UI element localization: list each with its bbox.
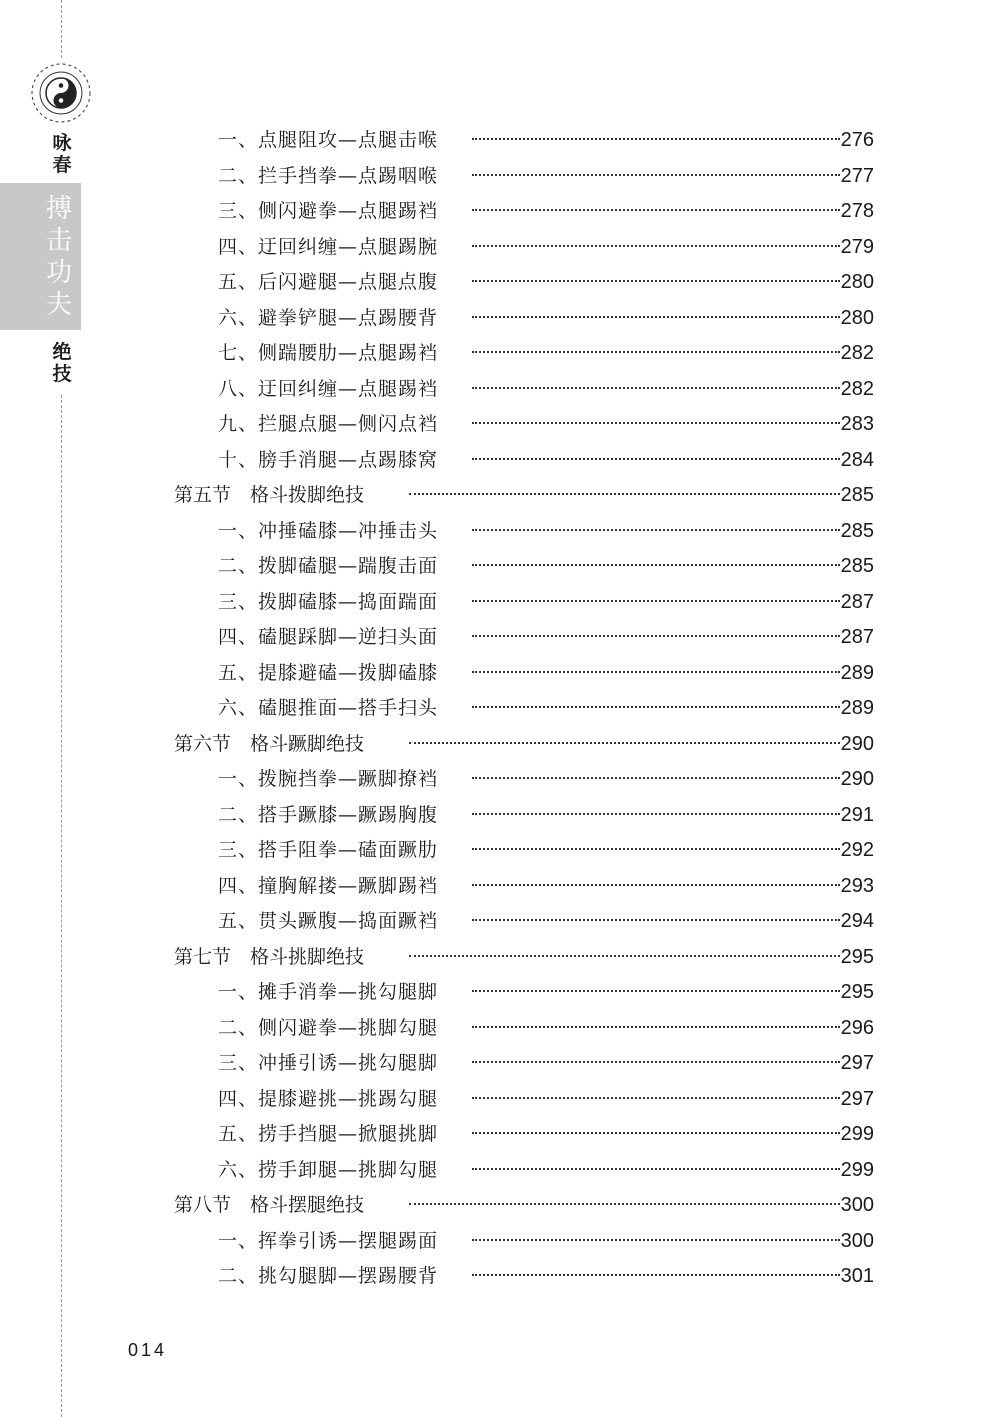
toc-leader-dots: [472, 209, 840, 211]
toc-item-row: [0, 1048, 1004, 1078]
toc-leader-dots: [472, 351, 840, 353]
toc-item-row: [0, 587, 1004, 617]
toc-leader-dots: [472, 138, 840, 140]
toc-item-row: [0, 551, 1004, 581]
page-number: 014: [128, 1340, 168, 1360]
toc-entry-title: 二、拨脚磕腿—踹腹击面: [218, 555, 439, 577]
toc-page-number: 280: [840, 306, 874, 329]
toc-entry-title: 三、拨脚磕膝—捣面踹面: [218, 590, 439, 613]
toc-leader-dots: [409, 1203, 840, 1205]
toc-page-number: 282: [840, 377, 874, 400]
toc-page-number: 285: [840, 555, 874, 577]
toc-page-number: 289: [840, 697, 874, 719]
toc-entry-title: 三、侧闪避拳—点腿踢裆: [218, 200, 439, 222]
toc-item-row: [0, 196, 1004, 226]
toc-leader-dots: [472, 458, 840, 460]
toc-item-row: [0, 303, 1004, 333]
toc-page-number: 291: [840, 803, 874, 826]
toc-item-row: [0, 161, 1004, 191]
toc-page-number: 280: [840, 271, 874, 293]
toc-page-number: 282: [840, 342, 874, 364]
toc-page-number: 294: [840, 910, 874, 932]
toc-section-row: [0, 942, 1004, 972]
toc-leader-dots: [472, 529, 840, 531]
toc-item-row: [0, 516, 1004, 546]
toc-item-row: [0, 1013, 1004, 1043]
toc-leader-dots: [472, 1026, 840, 1028]
toc-page-number: 299: [840, 1123, 874, 1145]
toc-entry-title: 六、磕腿推面—搭手扫头: [218, 697, 439, 719]
toc-page-number: 287: [840, 626, 874, 648]
series-title: 咏 春: [52, 132, 72, 176]
toc-leader-dots: [472, 1239, 840, 1241]
toc-item-row: [0, 906, 1004, 936]
toc-leader-dots: [472, 387, 840, 389]
toc-leader-dots: [472, 1168, 840, 1170]
toc-page-number: 287: [840, 590, 874, 613]
toc-leader-dots: [409, 955, 840, 957]
toc-page-number: 297: [840, 1052, 874, 1074]
toc-leader-dots: [472, 813, 840, 815]
taiji-logo-icon: [30, 62, 92, 124]
toc-leader-dots: [409, 493, 840, 495]
toc-page-number: 300: [840, 1194, 874, 1216]
toc-item-row: [0, 1261, 1004, 1291]
toc-leader-dots: [472, 1061, 840, 1063]
toc-page-number: 289: [840, 661, 874, 684]
toc-entry-title: 四、提膝避挑—挑踢勾腿: [218, 1087, 439, 1110]
toc-entry-title: 二、搭手蹶膝—蹶踢胸腹: [218, 803, 439, 826]
toc-item-row: [0, 800, 1004, 830]
toc-item-row: [0, 835, 1004, 865]
toc-item-row: [0, 1226, 1004, 1256]
toc-leader-dots: [409, 742, 840, 744]
toc-leader-dots: [472, 635, 840, 637]
toc-leader-dots: [472, 848, 840, 850]
toc-leader-dots: [472, 422, 840, 424]
toc-leader-dots: [472, 564, 840, 566]
book-subtitle: 绝 技: [52, 341, 72, 385]
toc-entry-title: 四、撞胸解搂—蹶脚踢裆: [218, 874, 439, 897]
toc-item-row: [0, 764, 1004, 794]
toc-leader-dots: [472, 706, 840, 708]
toc-page-number: 277: [840, 164, 874, 187]
toc-page-number: 295: [840, 981, 874, 1003]
toc-item-row: [0, 374, 1004, 404]
toc-page-number: 293: [840, 874, 874, 897]
toc-page-number: 292: [840, 839, 874, 861]
toc-leader-dots: [472, 1097, 840, 1099]
toc-entry-title: 第五节 格斗拨脚绝技: [174, 484, 365, 506]
toc-item-row: [0, 338, 1004, 368]
toc-entry-title: 一、点腿阻攻—点腿击喉: [218, 129, 439, 151]
toc-page-number: 284: [840, 448, 874, 471]
toc-page-number: 295: [840, 945, 874, 968]
toc-entry-title: 五、提膝避磕—拨脚磕膝: [218, 661, 439, 684]
toc-item-row: [0, 977, 1004, 1007]
toc-item-row: [0, 445, 1004, 475]
spine-dashed-line-top: [61, 0, 62, 58]
toc-entry-title: 六、避拳铲腿—点踢腰背: [218, 306, 439, 329]
toc-leader-dots: [472, 174, 840, 176]
toc-page-number: 283: [840, 413, 874, 435]
book-title: 搏 击 功 夫: [45, 194, 72, 320]
toc-page-number: 301: [840, 1265, 874, 1287]
toc-item-row: [0, 267, 1004, 297]
toc-item-row: [0, 693, 1004, 723]
toc-entry-title: 二、侧闪避拳—挑脚勾腿: [218, 1016, 439, 1039]
toc-entry-title: 十、膀手消腿—点踢膝窝: [218, 448, 439, 471]
toc-item-row: [0, 1084, 1004, 1114]
toc-entry-title: 第六节 格斗蹶脚绝技: [174, 732, 365, 755]
toc-entry-title: 四、迂回纠缠—点腿踢腕: [218, 235, 439, 258]
toc-leader-dots: [472, 777, 840, 779]
toc-page-number: 300: [840, 1229, 874, 1252]
toc-entry-title: 一、摊手消拳—挑勾腿脚: [218, 981, 439, 1003]
toc-item-row: [0, 232, 1004, 262]
toc-page-number: 296: [840, 1016, 874, 1039]
toc-entry-title: 八、迂回纠缠—点腿踢裆: [218, 377, 439, 400]
toc-entry-title: 四、磕腿踩脚—逆扫头面: [218, 626, 439, 648]
toc-entry-title: 一、冲捶磕膝—冲捶击头: [218, 519, 439, 542]
toc-entry-title: 二、挑勾腿脚—摆踢腰背: [218, 1265, 439, 1287]
toc-entry-title: 五、捞手挡腿—掀腿挑脚: [218, 1123, 439, 1145]
toc-item-row: [0, 1119, 1004, 1149]
toc-page-number: 290: [840, 768, 874, 790]
toc-entry-title: 六、捞手卸腿—挑脚勾腿: [218, 1158, 439, 1181]
toc-entry-title: 二、拦手挡拳—点踢咽喉: [218, 164, 439, 187]
toc-entry-title: 第八节 格斗摆腿绝技: [174, 1194, 365, 1216]
toc-page-number: 279: [840, 235, 874, 258]
toc-item-row: [0, 125, 1004, 155]
toc-section-row: [0, 729, 1004, 759]
toc-entry-title: 三、搭手阻拳—磕面蹶肋: [218, 839, 439, 861]
toc-page-number: 290: [840, 732, 874, 755]
toc-entry-title: 三、冲捶引诱—挑勾腿脚: [218, 1052, 439, 1074]
toc-leader-dots: [472, 990, 840, 992]
toc-entry-title: 九、拦腿点腿—侧闪点裆: [218, 413, 439, 435]
toc-page-number: 285: [840, 484, 874, 506]
toc-entry-title: 五、后闪避腿—点腿点腹: [218, 271, 439, 293]
toc-entry-title: 七、侧踹腰肋—点腿踢裆: [218, 342, 439, 364]
toc-page-number: 285: [840, 519, 874, 542]
toc-leader-dots: [472, 671, 840, 673]
toc-entry-title: 五、贯头蹶腹—捣面蹶裆: [218, 910, 439, 932]
toc-leader-dots: [472, 245, 840, 247]
toc-leader-dots: [472, 280, 840, 282]
toc-leader-dots: [472, 1274, 840, 1276]
toc-page-number: 299: [840, 1158, 874, 1181]
toc-leader-dots: [472, 316, 840, 318]
toc-leader-dots: [472, 600, 840, 602]
toc-item-row: [0, 1155, 1004, 1185]
toc-leader-dots: [472, 884, 840, 886]
toc-leader-dots: [472, 1132, 840, 1134]
toc-section-row: [0, 1190, 1004, 1220]
toc-entry-title: 一、挥拳引诱—摆腿踢面: [218, 1229, 439, 1252]
toc-item-row: [0, 622, 1004, 652]
toc-page-number: 278: [840, 200, 874, 222]
toc-section-row: [0, 480, 1004, 510]
toc-leader-dots: [472, 919, 840, 921]
toc-entry-title: 一、拨腕挡拳—蹶脚撩裆: [218, 768, 439, 790]
toc-page-number: 297: [840, 1087, 874, 1110]
toc-item-row: [0, 409, 1004, 439]
toc-page-number: 276: [840, 129, 874, 151]
toc-item-row: [0, 658, 1004, 688]
toc-entry-title: 第七节 格斗挑脚绝技: [174, 945, 365, 968]
toc-item-row: [0, 871, 1004, 901]
